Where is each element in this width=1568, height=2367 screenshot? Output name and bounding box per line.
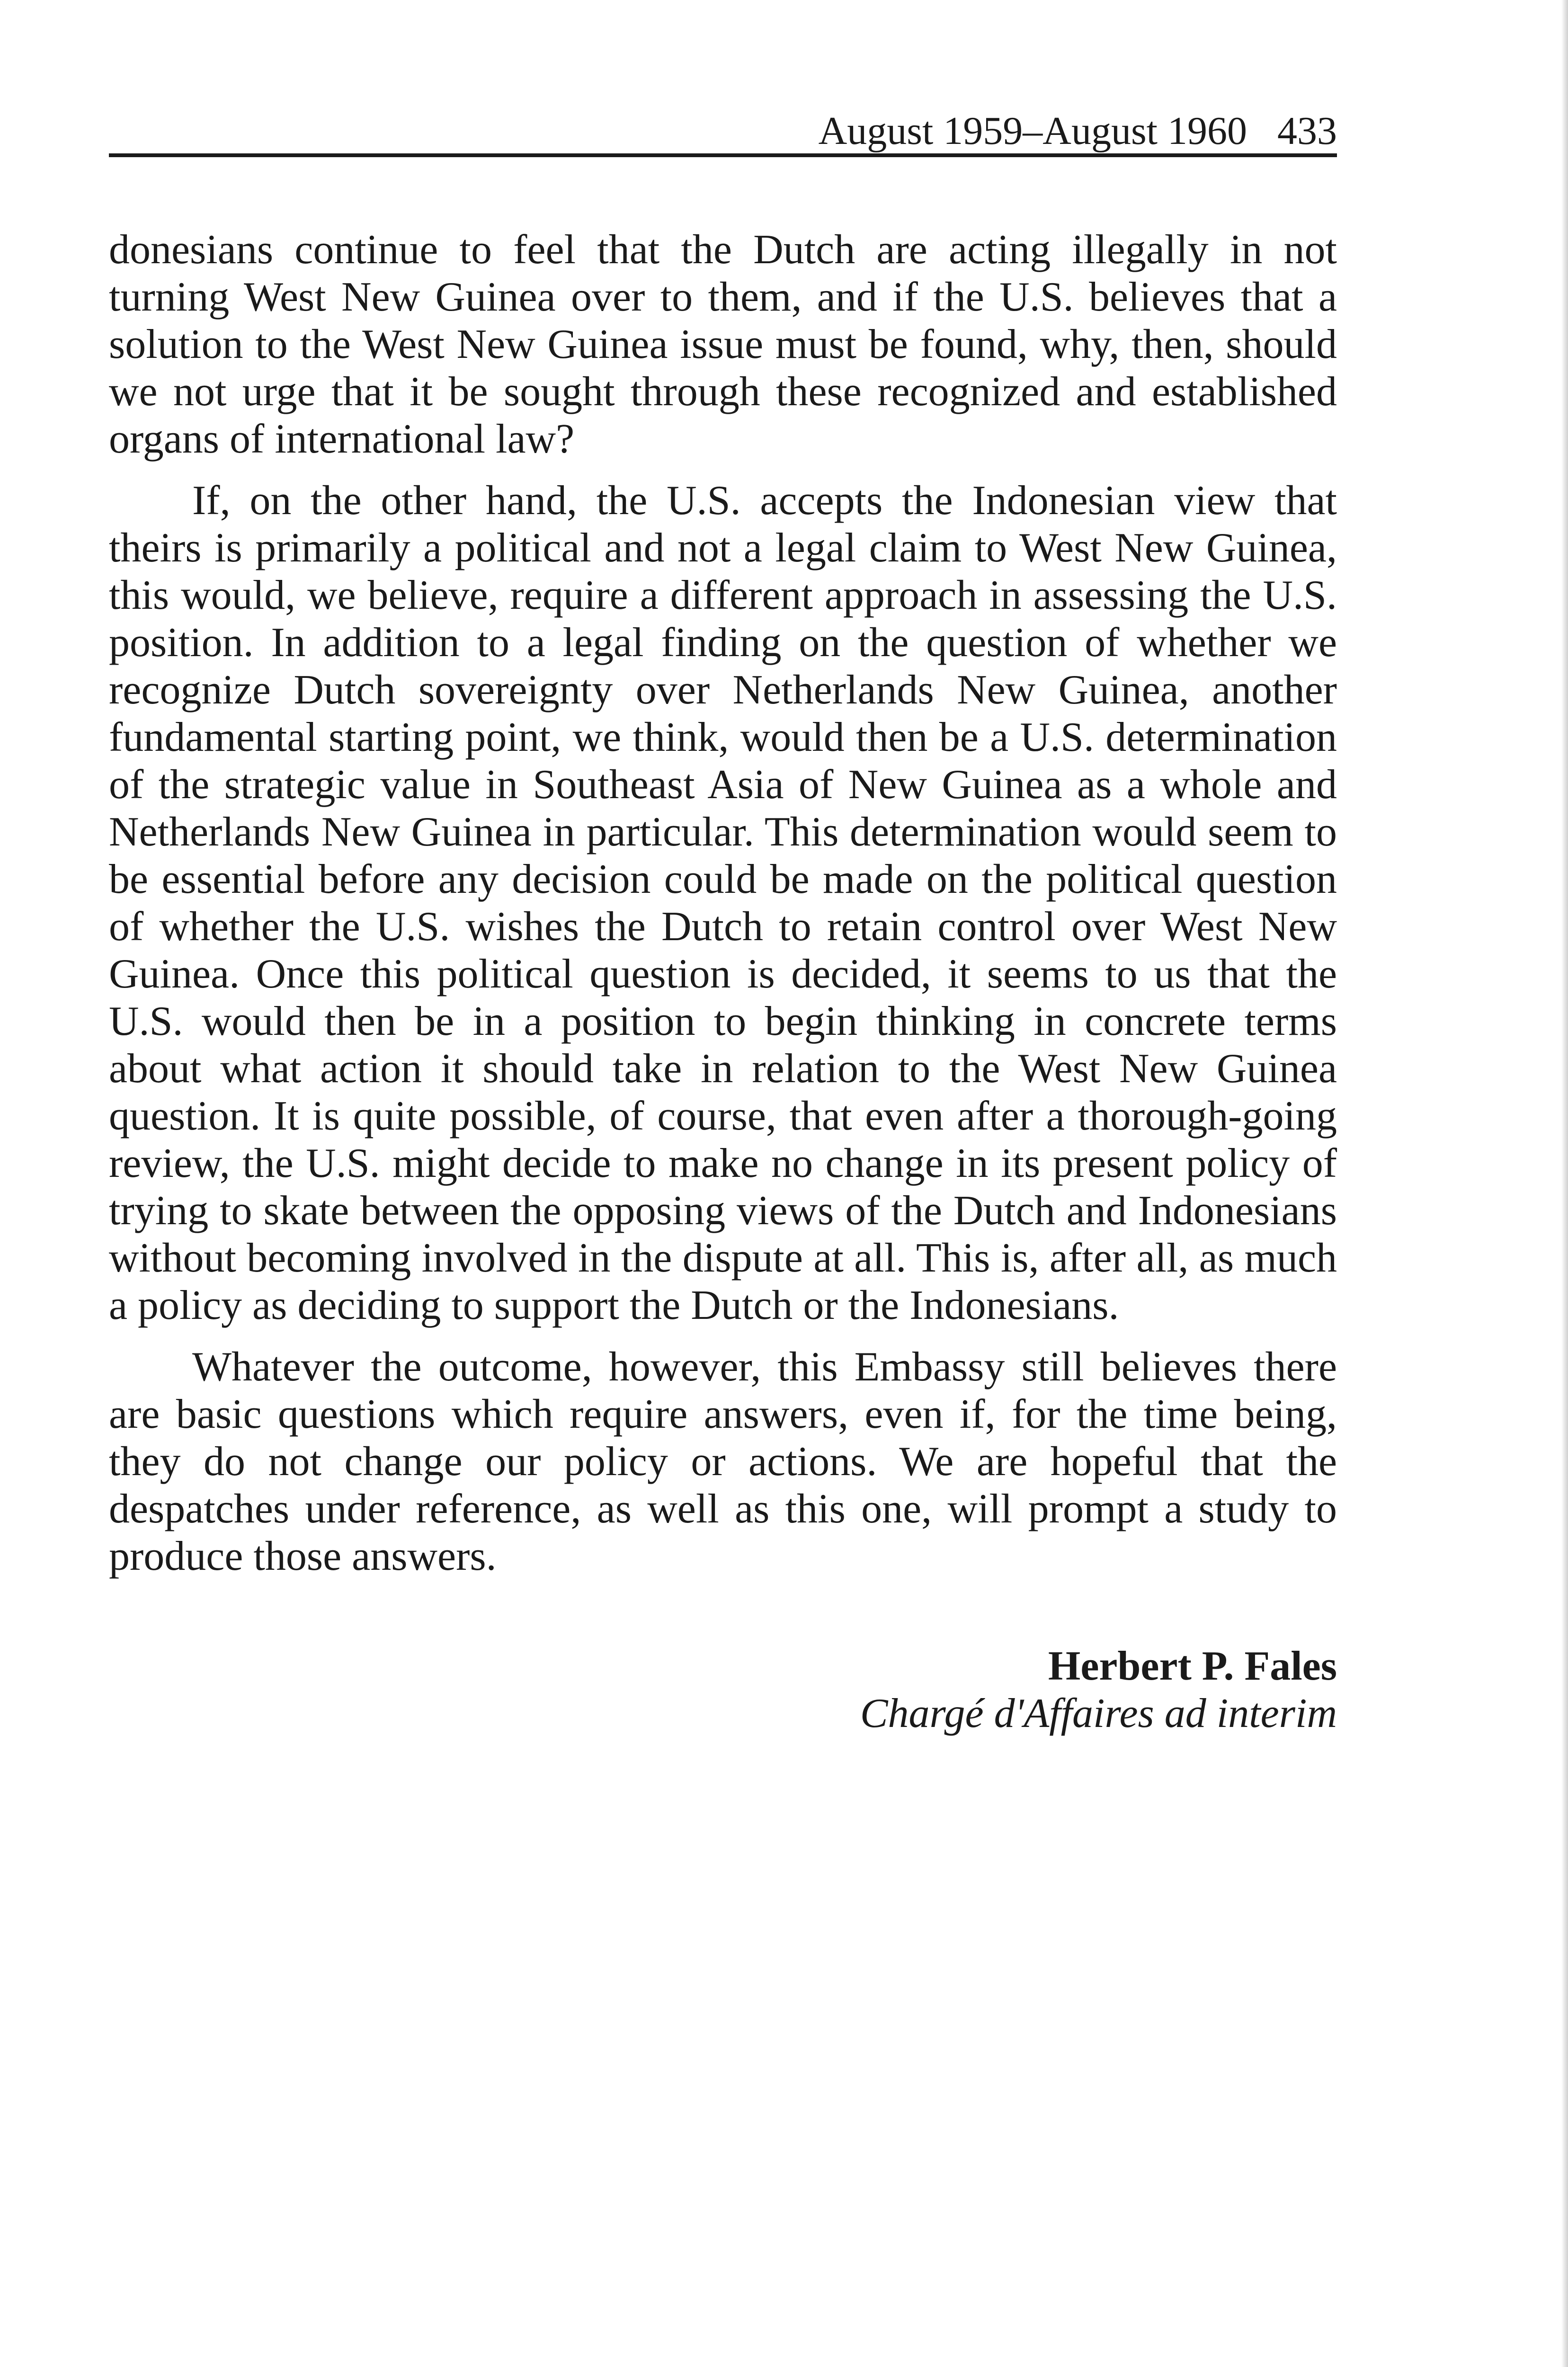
signer-title: Chargé d'Affaires ad interim — [860, 1691, 1337, 1736]
running-title: August 1959–August 1960 — [818, 109, 1247, 153]
paragraph-continued: donesians continue to feel that the Dutch are acting illegally in not turning West New Guinea over to them, and if the U.S. believes that a solution to the West New Guinea issue must be found, why, then, should we not urge that it be sought through these recognized and established organs of international law? — [109, 227, 1337, 462]
body-text — [109, 226, 1337, 1594]
signer-name: Herbert P. Fales — [1048, 1643, 1337, 1689]
signature-block — [109, 1643, 1337, 1737]
paragraph-political-claim: If, on the other hand, the U.S. accepts the Indonesian view that theirs is primarily a political and not a legal claim to West New Guinea, this would, we believe, require a different approach in assessing the U.S. position. In addition to a legal finding on the question of whether we recognize Dutch sovereignty over Netherlands New Guinea, another fundamental starting point, we think, would then be a U.S. determination of the strategic value in Southeast Asia of New Guinea as a whole and Netherlands New Guinea in particular. This determination would seem to be essential before any decision could be made on the political question of whether the U.S. wishes the Dutch to retain control over West New Guinea. Once this political question is decided, it seems to us that the U.S. would then be in a position to begin thinking in concrete terms about what action it should take in relation to the West New Guinea question. It is quite possible, of course, that even after a thorough-going review, the U.S. might decide to make no change in its present policy of trying to skate between the opposing views of the Dutch and Indonesians without becoming involved in the dispute at all. This is, after all, as much a policy as deciding to support the Dutch or the Indonesians. — [109, 478, 1337, 1328]
paragraph-conclusion: Whatever the outcome, however, this Embassy still believes there are basic questions which require answers, even if, for the time being, they do not change our policy or actions. We are hopeful that the despatches under reference, as well as this one, will prompt a study to produce those answers. — [109, 1344, 1337, 1579]
page-number: 433 — [1277, 109, 1337, 153]
page-edge — [1561, 0, 1568, 2367]
running-head — [109, 110, 1337, 157]
